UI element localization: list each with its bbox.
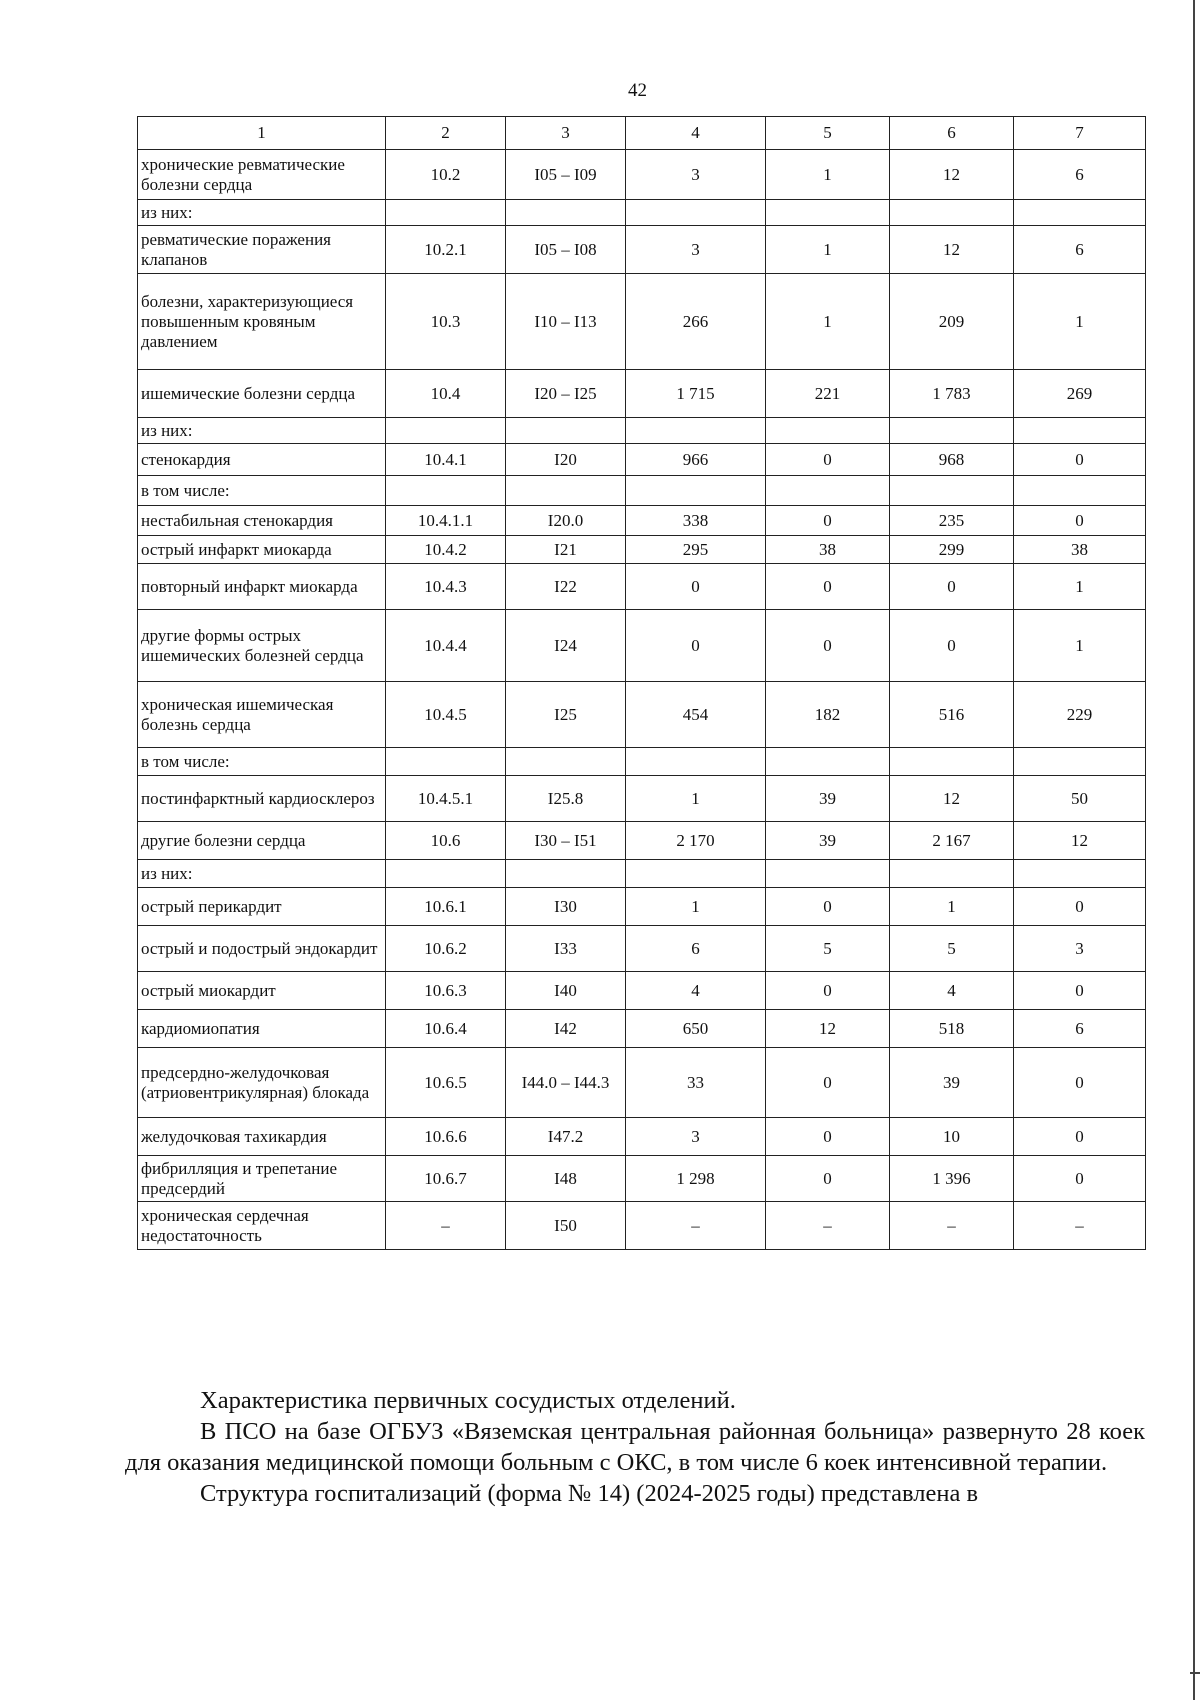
row-icd-code: I48 — [506, 1156, 626, 1202]
row-value — [626, 418, 766, 444]
row-icd-code: I21 — [506, 536, 626, 564]
row-icd-code: I30 — [506, 888, 626, 926]
page-number: 42 — [628, 80, 647, 101]
row-value: 3 — [626, 150, 766, 200]
row-name: стенокардия — [138, 444, 386, 476]
row-name: другие болезни сердца — [138, 822, 386, 860]
row-name: острый инфаркт миокарда — [138, 536, 386, 564]
row-value: 1 — [766, 274, 890, 370]
row-value: – — [766, 1202, 890, 1250]
header-cell: 3 — [506, 117, 626, 150]
row-value — [766, 748, 890, 776]
row-value: 209 — [890, 274, 1014, 370]
row-value: 1 — [766, 226, 890, 274]
row-value: 4 — [890, 972, 1014, 1010]
table-row — [138, 682, 1146, 748]
row-value: 1 — [890, 888, 1014, 926]
row-value: 6 — [1014, 1010, 1146, 1048]
header-cell: 5 — [766, 117, 890, 150]
row-value: 12 — [890, 776, 1014, 822]
row-value — [766, 418, 890, 444]
row-value: 3 — [626, 226, 766, 274]
row-value: 12 — [890, 226, 1014, 274]
row-value: 10 — [890, 1118, 1014, 1156]
row-code: 10.4.5.1 — [386, 776, 506, 822]
row-value — [626, 860, 766, 888]
row-value: 1 783 — [890, 370, 1014, 418]
row-name: другие формы острых ишемических болезней сердца — [138, 610, 386, 682]
row-icd-code: I20.0 — [506, 506, 626, 536]
table-body — [138, 150, 1146, 1250]
row-icd-code: I50 — [506, 1202, 626, 1250]
row-value: 0 — [766, 506, 890, 536]
row-value — [890, 476, 1014, 506]
row-icd-code — [506, 200, 626, 226]
table-row — [138, 748, 1146, 776]
row-name: ишемические болезни сердца — [138, 370, 386, 418]
row-value: 229 — [1014, 682, 1146, 748]
row-value — [766, 476, 890, 506]
row-value: 1 — [1014, 610, 1146, 682]
row-value: 1 — [1014, 564, 1146, 610]
row-icd-code: I30 – I51 — [506, 822, 626, 860]
row-name: в том числе: — [138, 476, 386, 506]
row-value: 38 — [766, 536, 890, 564]
row-value: 0 — [890, 564, 1014, 610]
row-name: острый и подострый эндокардит — [138, 926, 386, 972]
row-value: 2 167 — [890, 822, 1014, 860]
row-value: – — [890, 1202, 1014, 1250]
row-value: 0 — [766, 1156, 890, 1202]
row-icd-code — [506, 418, 626, 444]
row-name: острый миокардит — [138, 972, 386, 1010]
row-name: кардиомиопатия — [138, 1010, 386, 1048]
row-value: 1 — [1014, 274, 1146, 370]
row-value — [626, 748, 766, 776]
row-value: 0 — [626, 564, 766, 610]
body-text — [125, 1385, 1145, 1509]
row-name: в том числе: — [138, 748, 386, 776]
row-value: 516 — [890, 682, 1014, 748]
row-value: 650 — [626, 1010, 766, 1048]
header-cell: 1 — [138, 117, 386, 150]
row-icd-code — [506, 860, 626, 888]
row-value: 221 — [766, 370, 890, 418]
row-name: из них: — [138, 418, 386, 444]
row-value — [890, 418, 1014, 444]
row-icd-code: I33 — [506, 926, 626, 972]
row-value: 266 — [626, 274, 766, 370]
table-row — [138, 564, 1146, 610]
table-row — [138, 226, 1146, 274]
row-code: 10.6 — [386, 822, 506, 860]
row-name: постинфарктный кардиосклероз — [138, 776, 386, 822]
row-value: 0 — [1014, 444, 1146, 476]
header-cell: 7 — [1014, 117, 1146, 150]
row-code: 10.2.1 — [386, 226, 506, 274]
row-code — [386, 200, 506, 226]
row-value: – — [1014, 1202, 1146, 1250]
row-value: 0 — [766, 564, 890, 610]
row-value: 5 — [766, 926, 890, 972]
row-value: 1 — [766, 150, 890, 200]
row-name: из них: — [138, 200, 386, 226]
row-value: 50 — [1014, 776, 1146, 822]
row-code: 10.4.3 — [386, 564, 506, 610]
row-value: 0 — [766, 888, 890, 926]
row-value: 4 — [626, 972, 766, 1010]
table-row — [138, 926, 1146, 972]
table-row — [138, 1048, 1146, 1118]
scan-edge-mark — [1190, 1672, 1200, 1674]
row-value: 5 — [890, 926, 1014, 972]
row-value: 0 — [1014, 1156, 1146, 1202]
row-value: 6 — [1014, 226, 1146, 274]
data-table — [137, 116, 1146, 1250]
row-code — [386, 860, 506, 888]
row-value: 0 — [766, 1048, 890, 1118]
row-name: из них: — [138, 860, 386, 888]
row-value: 12 — [890, 150, 1014, 200]
row-value: 0 — [1014, 1118, 1146, 1156]
row-name: острый перикардит — [138, 888, 386, 926]
row-value: 1 — [626, 776, 766, 822]
row-value: 0 — [766, 444, 890, 476]
row-code — [386, 418, 506, 444]
row-value: 3 — [626, 1118, 766, 1156]
row-code: 10.4.1.1 — [386, 506, 506, 536]
row-value: 0 — [766, 1118, 890, 1156]
row-value: 38 — [1014, 536, 1146, 564]
row-value: 6 — [1014, 150, 1146, 200]
row-value: 269 — [1014, 370, 1146, 418]
row-value — [626, 200, 766, 226]
paragraph: Структура госпитализаций (форма № 14) (2024-2025 годы) представлена в — [200, 1480, 979, 1507]
row-value: 1 715 — [626, 370, 766, 418]
row-value — [890, 860, 1014, 888]
row-value: 2 170 — [626, 822, 766, 860]
row-icd-code: I47.2 — [506, 1118, 626, 1156]
row-code: 10.6.7 — [386, 1156, 506, 1202]
row-code: 10.4.5 — [386, 682, 506, 748]
row-code: 10.6.3 — [386, 972, 506, 1010]
row-icd-code: I05 – I09 — [506, 150, 626, 200]
row-code: 10.2 — [386, 150, 506, 200]
row-value: 295 — [626, 536, 766, 564]
table-row — [138, 150, 1146, 200]
row-value: 1 — [626, 888, 766, 926]
row-value — [890, 200, 1014, 226]
table-row — [138, 888, 1146, 926]
row-value: – — [626, 1202, 766, 1250]
row-value — [1014, 476, 1146, 506]
section-heading: Характеристика первичных сосудистых отделений. — [200, 1387, 736, 1414]
header-cell: 2 — [386, 117, 506, 150]
row-value: 0 — [890, 610, 1014, 682]
row-value: 235 — [890, 506, 1014, 536]
row-value — [766, 200, 890, 226]
row-name: болезни, характеризующиеся повышенным кровяным давлением — [138, 274, 386, 370]
row-name: повторный инфаркт миокарда — [138, 564, 386, 610]
row-value: 0 — [1014, 888, 1146, 926]
row-name: хроническая ишемическая болезнь сердца — [138, 682, 386, 748]
table-row — [138, 1010, 1146, 1048]
row-value: 3 — [1014, 926, 1146, 972]
row-value: 12 — [766, 1010, 890, 1048]
row-icd-code — [506, 748, 626, 776]
row-icd-code — [506, 476, 626, 506]
table-row — [138, 822, 1146, 860]
row-value: 0 — [766, 610, 890, 682]
row-value: 39 — [766, 776, 890, 822]
row-icd-code: I25.8 — [506, 776, 626, 822]
row-value: 1 298 — [626, 1156, 766, 1202]
row-name: ревматические поражения клапанов — [138, 226, 386, 274]
table-row — [138, 476, 1146, 506]
row-value: 338 — [626, 506, 766, 536]
row-code: 10.4.1 — [386, 444, 506, 476]
row-name: предсердно-желудочковая (атриовентрикулярная) блокада — [138, 1048, 386, 1118]
row-code: 10.6.6 — [386, 1118, 506, 1156]
header-cell: 4 — [626, 117, 766, 150]
row-name: хронические ревматические болезни сердца — [138, 150, 386, 200]
paragraph: В ПСО на базе ОГБУЗ «Вяземская центральная районная больница» развернуто 28 коек для оказания медицинской помощи больным с ОКС, в том числе 6 коек интенсивной терапии. — [125, 1418, 1145, 1476]
row-value: 454 — [626, 682, 766, 748]
row-name: хроническая сердечная недостаточность — [138, 1202, 386, 1250]
row-code — [386, 748, 506, 776]
row-code: 10.6.5 — [386, 1048, 506, 1118]
row-value — [1014, 748, 1146, 776]
row-code: 10.4.2 — [386, 536, 506, 564]
row-value: 182 — [766, 682, 890, 748]
row-value — [1014, 418, 1146, 444]
table-row — [138, 200, 1146, 226]
row-value: 39 — [890, 1048, 1014, 1118]
row-code: 10.4.4 — [386, 610, 506, 682]
row-value: 299 — [890, 536, 1014, 564]
row-icd-code: I44.0 – I44.3 — [506, 1048, 626, 1118]
row-code: – — [386, 1202, 506, 1250]
table-row — [138, 1202, 1146, 1250]
row-value: 0 — [1014, 1048, 1146, 1118]
row-value: 12 — [1014, 822, 1146, 860]
row-code: 10.3 — [386, 274, 506, 370]
row-name: желудочковая тахикардия — [138, 1118, 386, 1156]
row-code: 10.4 — [386, 370, 506, 418]
row-value — [766, 860, 890, 888]
row-value — [1014, 200, 1146, 226]
row-icd-code: I22 — [506, 564, 626, 610]
row-value: 1 396 — [890, 1156, 1014, 1202]
row-icd-code: I05 – I08 — [506, 226, 626, 274]
row-value — [1014, 860, 1146, 888]
row-value: 0 — [626, 610, 766, 682]
row-name: фибрилляция и трепетание предсердий — [138, 1156, 386, 1202]
row-value: 0 — [1014, 506, 1146, 536]
row-icd-code: I20 — [506, 444, 626, 476]
table-row — [138, 506, 1146, 536]
row-value: 966 — [626, 444, 766, 476]
table-row — [138, 418, 1146, 444]
row-value: 0 — [766, 972, 890, 1010]
row-icd-code: I25 — [506, 682, 626, 748]
scan-edge-line — [1193, 0, 1195, 1700]
row-value: 33 — [626, 1048, 766, 1118]
table-row — [138, 536, 1146, 564]
table-row — [138, 972, 1146, 1010]
row-code: 10.6.1 — [386, 888, 506, 926]
table-row — [138, 776, 1146, 822]
row-icd-code: I10 – I13 — [506, 274, 626, 370]
row-value: 6 — [626, 926, 766, 972]
table-row — [138, 860, 1146, 888]
row-icd-code: I20 – I25 — [506, 370, 626, 418]
table-row — [138, 1118, 1146, 1156]
table-row — [138, 1156, 1146, 1202]
row-value: 39 — [766, 822, 890, 860]
header-row — [138, 117, 1146, 150]
row-code: 10.6.4 — [386, 1010, 506, 1048]
row-value: 0 — [1014, 972, 1146, 1010]
row-icd-code: I40 — [506, 972, 626, 1010]
row-value — [626, 476, 766, 506]
table-row — [138, 444, 1146, 476]
row-code — [386, 476, 506, 506]
row-icd-code: I24 — [506, 610, 626, 682]
header-cell: 6 — [890, 117, 1014, 150]
row-code: 10.6.2 — [386, 926, 506, 972]
row-value: 968 — [890, 444, 1014, 476]
row-value: 518 — [890, 1010, 1014, 1048]
table-row — [138, 274, 1146, 370]
row-icd-code: I42 — [506, 1010, 626, 1048]
row-value — [890, 748, 1014, 776]
table-row — [138, 610, 1146, 682]
row-name: нестабильная стенокардия — [138, 506, 386, 536]
table-row — [138, 370, 1146, 418]
